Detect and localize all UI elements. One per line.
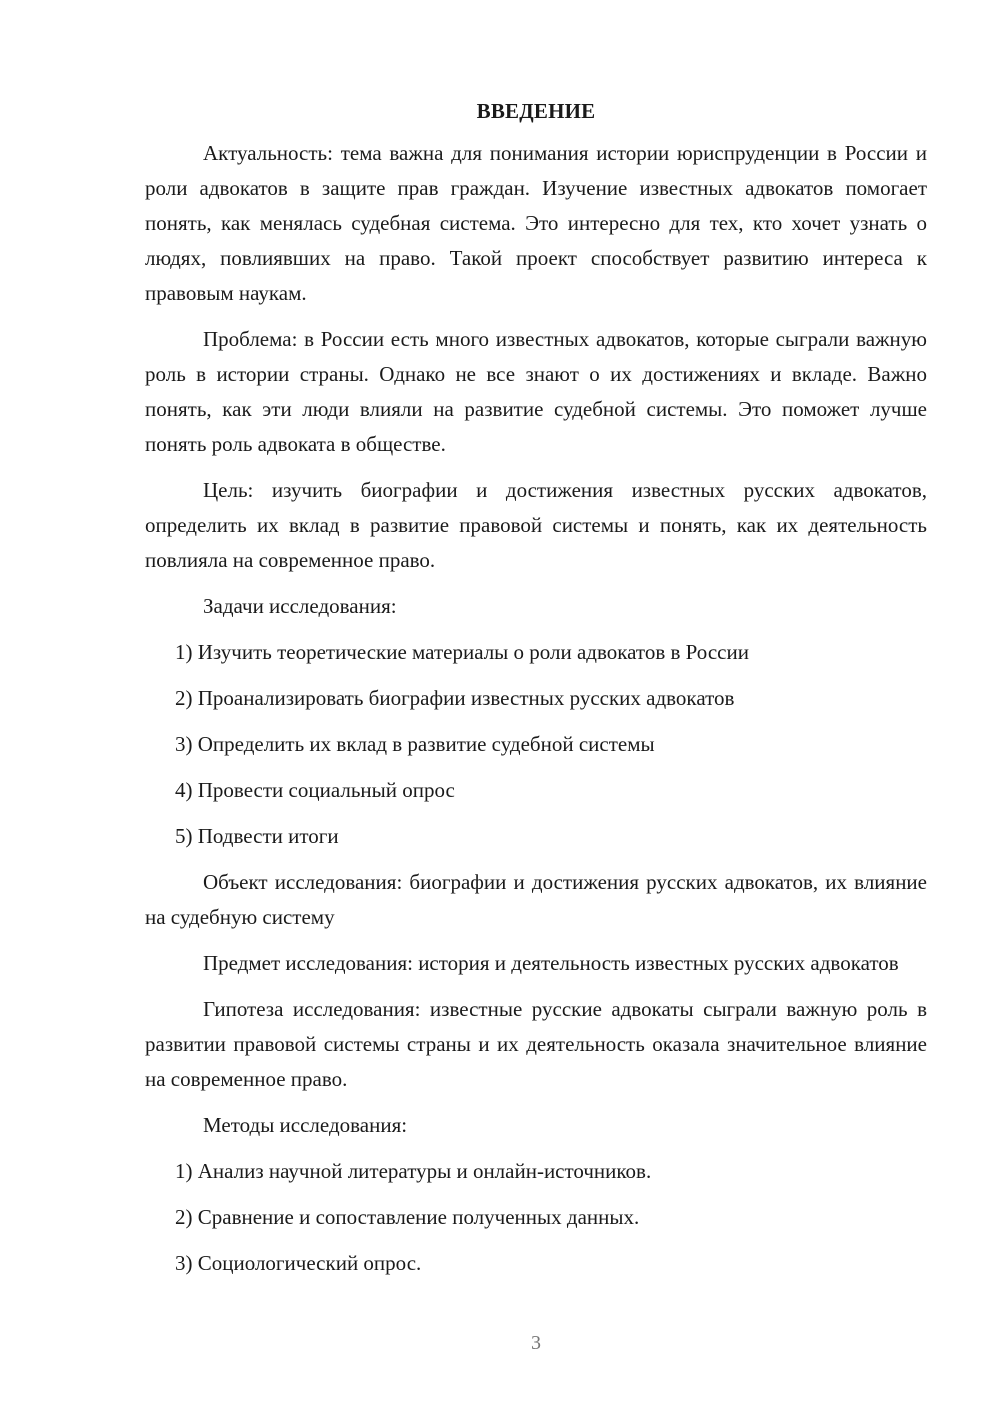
task-item-2: 2) Проанализировать биографии известных русских адвокатов: [175, 686, 735, 710]
method-item-3: 3) Социологический опрос.: [175, 1251, 422, 1275]
method-item-2: 2) Сравнение и сопоставление полученных данных.: [175, 1205, 640, 1229]
problem-paragraph: Проблема: в России есть много известных адвокатов, которые сыграли важную роль в истории страны. Однако не все знают о их достижениях и вкладе. Важно понять, как эти люди влияли на развитие судебной системы. Это поможет лучше понять роль адвоката в обществе.: [145, 327, 927, 456]
page-number: 3: [531, 1332, 541, 1354]
page-title: ВВЕДЕНИЕ: [476, 99, 596, 123]
methods-label: Методы исследования:: [203, 1113, 408, 1137]
task-item-3: 3) Определить их вклад в развитие судебной системы: [175, 732, 655, 756]
tasks-list: [145, 635, 927, 854]
subject-paragraph: Предмет исследования: история и деятельность известных русских адвокатов: [203, 951, 899, 975]
task-item-5: 5) Подвести итоги: [175, 824, 339, 848]
tasks-label: Задачи исследования:: [203, 594, 397, 618]
hypothesis-paragraph: Гипотеза исследования: известные русские адвокаты сыграли важную роль в развитии правовой системы страны и их деятельность оказала значительное влияние на современное право.: [145, 997, 927, 1091]
object-paragraph: Объект исследования: биографии и достижения русских адвокатов, их влияние на судебную систему: [145, 870, 927, 929]
task-item-4: 4) Провести социальный опрос: [175, 778, 455, 802]
task-item-1: 1) Изучить теоретические материалы о роли адвокатов в России: [175, 640, 749, 664]
goal-paragraph: Цель: изучить биографии и достижения известных русских адвокатов, определить их вклад в развитие правовой системы и понять, как их деятельность повлияла на современное право.: [145, 478, 927, 572]
document-page: [145, 96, 927, 1292]
method-item-1: 1) Анализ научной литературы и онлайн-источников.: [175, 1159, 652, 1183]
methods-list: [145, 1154, 927, 1281]
relevance-paragraph: Актуальность: тема важна для понимания истории юриспруденции в России и роли адвокатов в защите прав граждан. Изучение известных адвокатов помогает понять, как менялась судебная система. Это интересно для тех, кто хочет узнать о людях, повлиявших на право. Такой проект способствует развитию интереса к правовым наукам.: [145, 141, 927, 305]
